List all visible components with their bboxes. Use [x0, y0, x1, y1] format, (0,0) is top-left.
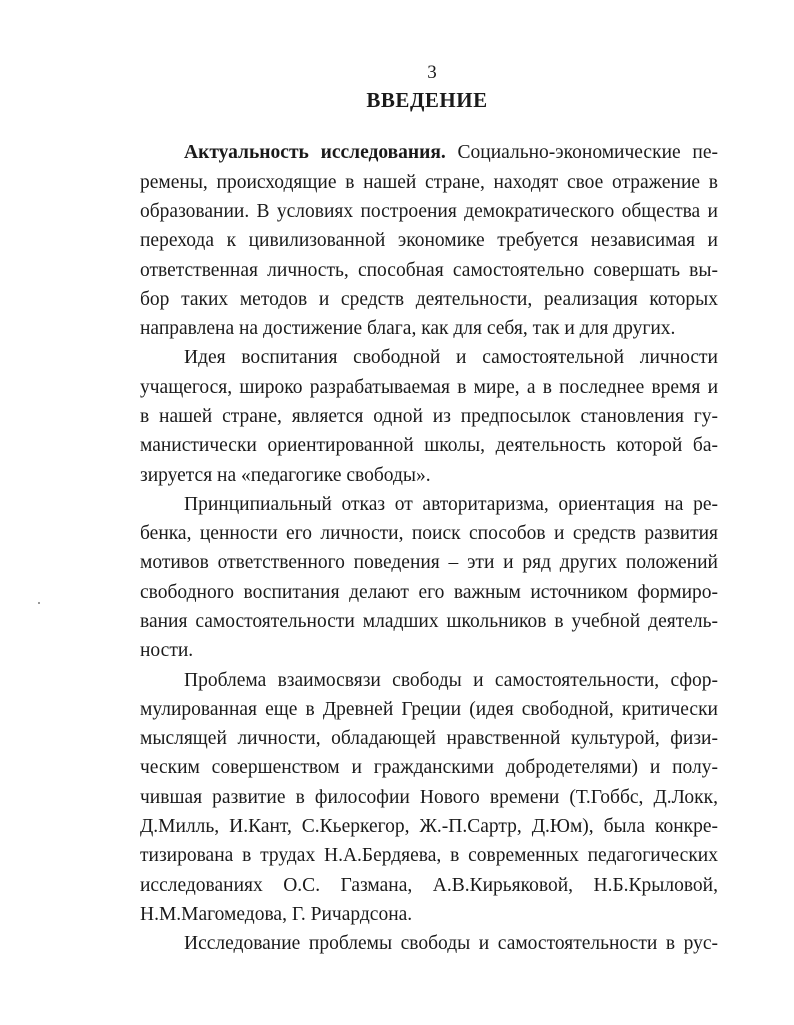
text-line: мотивов ответственного поведения – эти и ряд других положений	[140, 552, 718, 573]
text-line: ческим совершенством и гражданскими добродетелями) и полу-	[140, 757, 718, 778]
text-line: Исследование проблемы свободы и самостоятельности в рус-	[184, 933, 718, 954]
text-line: бенка, ценности его личности, поиск способов и средств развития	[140, 523, 718, 544]
text-line: Проблема взаимосвязи свободы и самостоятельности, сфор-	[184, 670, 718, 691]
text-line: учащегося, широко разрабатываемая в мире, а в последнее время и	[140, 377, 718, 398]
text-line: свободного воспитания делают его важным источником формиро-	[140, 582, 718, 603]
lead-bold: Актуальность исследования.	[184, 142, 446, 163]
text-line: перехода к цивилизованной экономике требуется независимая и	[140, 230, 718, 251]
text-line: направлена на достижение блага, как для себя, так и для других.	[140, 318, 676, 339]
text-line: ответственная личность, способная самостоятельно совершать вы-	[140, 260, 718, 281]
text-line: мулированная еще в Древней Греции (идея свободной, критически	[140, 699, 718, 720]
text-line: Идея воспитания свободной и самостоятельной личности	[184, 347, 718, 368]
text-line: в нашей стране, является одной из предпосылок становления гу-	[140, 406, 718, 427]
text-line: Принципиальный отказ от авторитаризма, ориентация на ре-	[184, 494, 718, 515]
text-line: манистически ориентированной школы, деятельность которой ба-	[140, 435, 718, 456]
text-line: Н.М.Магомедова, Г. Ричардсона.	[140, 904, 413, 925]
text-line: Д.Милль, И.Кант, С.Кьеркегор, Ж.-П.Сартр, Д.Юм), была конкре-	[140, 816, 718, 837]
text-line: исследованиях О.С. Газмана, А.В.Кирьяковой, Н.Б.Крыловой,	[140, 875, 718, 896]
text-line: Актуальность исследования. Социально-экономические пе-	[184, 142, 718, 163]
text-line: образовании. В условиях построения демократического общества и	[140, 201, 718, 222]
text-line: тизирована в трудах Н.А.Бердяева, в современных педагогических	[140, 845, 718, 866]
text-line: бор таких методов и средств деятельности, реализация которых	[140, 289, 718, 310]
text-line: мыслящей личности, обладающей нравственной культурой, физи-	[140, 728, 718, 749]
text-line: вания самостоятельности младших школьников в учебной деятель-	[140, 611, 718, 632]
text-line: зируется на «педагогике свободы».	[140, 465, 431, 486]
page-number: 3	[427, 62, 437, 83]
page-heading: ВВЕДЕНИЕ	[366, 88, 488, 112]
scan-speck	[38, 602, 40, 604]
text-line: чившая развитие в философии Нового времени (Т.Гоббс, Д.Локк,	[140, 787, 718, 808]
text-line: ремены, происходящие в нашей стране, находят свое отражение в	[140, 172, 718, 193]
text-line: ности.	[140, 640, 194, 661]
